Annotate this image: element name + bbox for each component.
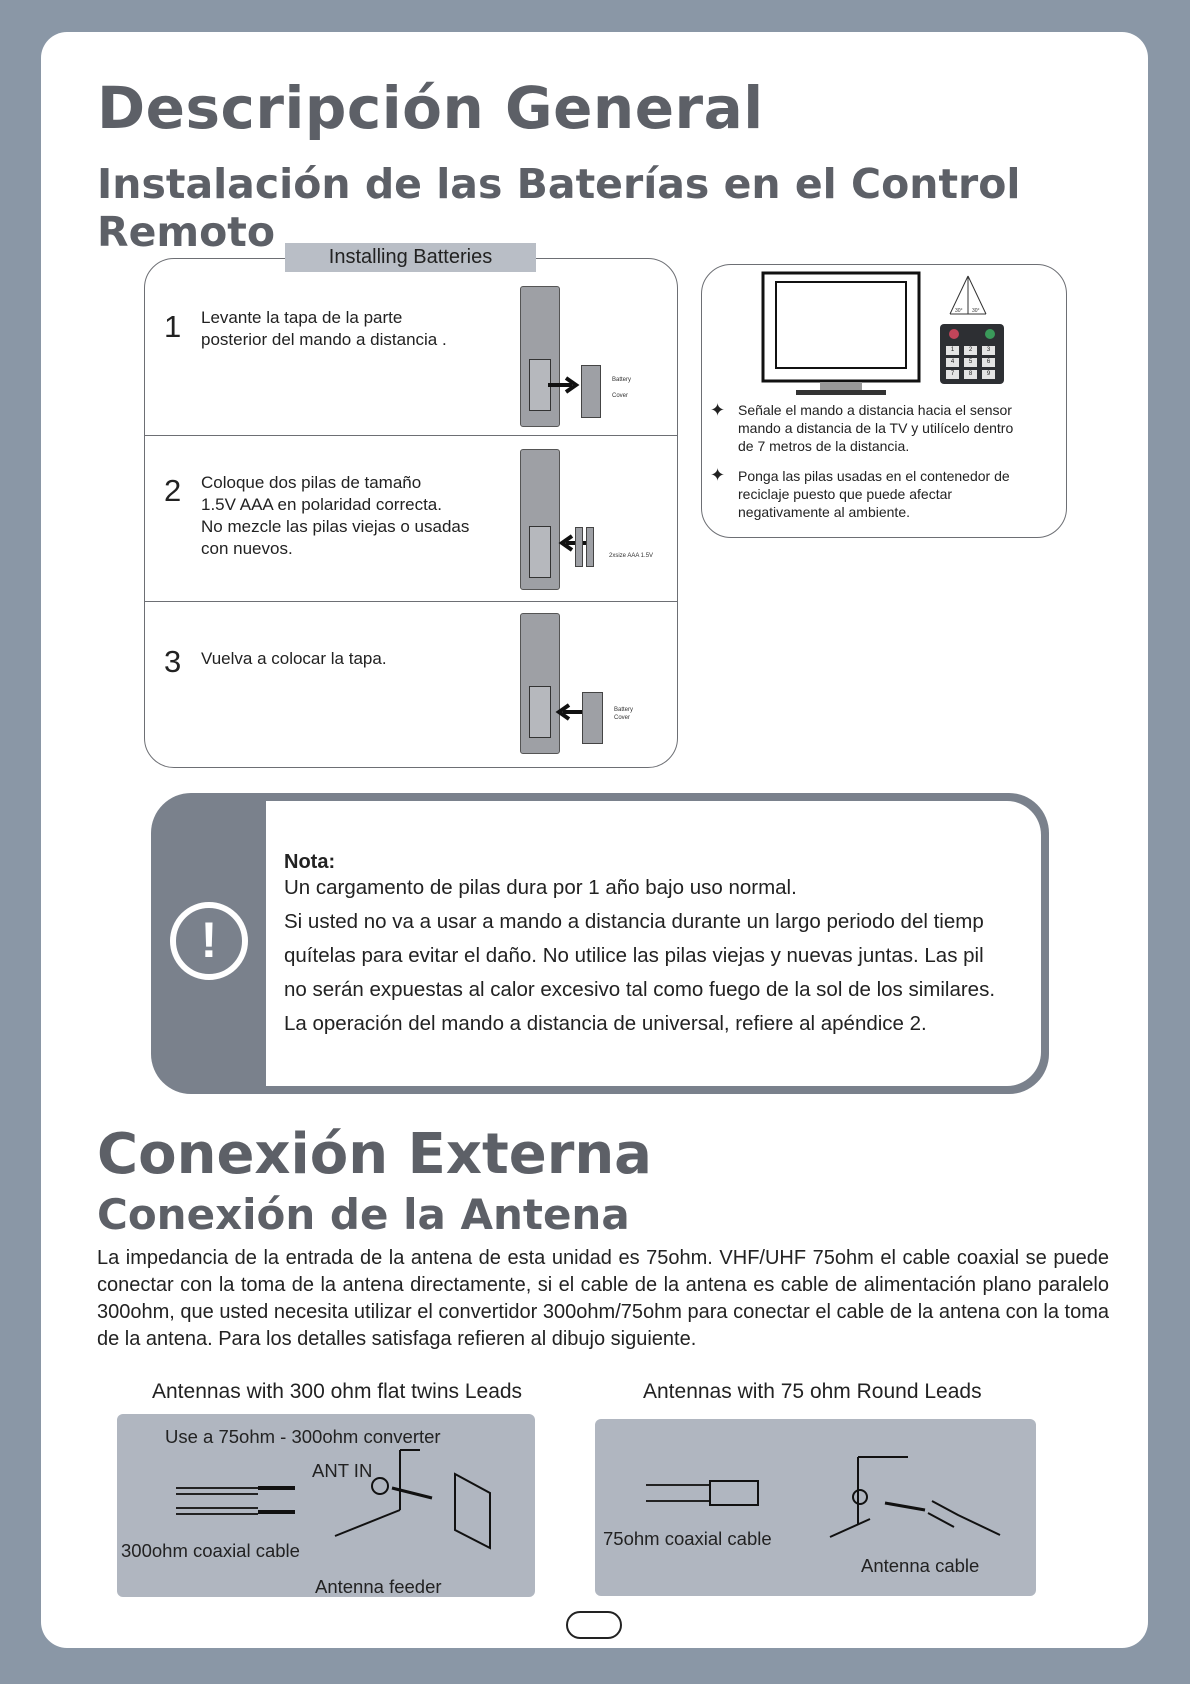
- remote-label: Battery: [612, 377, 632, 383]
- step-number: 1: [164, 309, 182, 344]
- coaxial-cable-icon: [640, 1455, 1010, 1550]
- remote-keypad: [946, 346, 998, 381]
- remote-label: Cover: [612, 393, 629, 399]
- note-line: quítelas para evitar el daño. No utilice las pilas viejas y nuevas juntas. Las pil: [284, 944, 984, 967]
- step-number: 3: [164, 644, 182, 679]
- battery-cover: [581, 365, 601, 418]
- flat-twin-cable-icon: [170, 1448, 520, 1578]
- section-subtitle: Conexión de la Antena: [97, 1190, 630, 1239]
- note-line: Un cargamento de pilas dura por 1 año bajo uso normal.: [284, 876, 797, 899]
- remote-illustration: [520, 286, 560, 427]
- page-number-box: [566, 1611, 622, 1639]
- note-line: La operación del mando a distancia de universal, refiere al apéndice 2.: [284, 1012, 927, 1035]
- note-title: Nota:: [284, 851, 336, 873]
- diagram-label: 300ohm coaxial cable: [121, 1540, 300, 1561]
- diagram-label: 75ohm coaxial cable: [603, 1528, 772, 1549]
- install-tag: Installing Batteries: [285, 243, 536, 272]
- step-divider: [144, 601, 678, 602]
- keypad-key: 2: [964, 346, 977, 355]
- left-caption: Antennas with 300 ohm flat twins Leads: [152, 1380, 523, 1403]
- keypad-key: 8: [964, 370, 977, 379]
- keypad-key: 6: [982, 358, 995, 367]
- step-divider: [144, 435, 678, 436]
- step-text: Vuelva a colocar la tapa.: [201, 649, 387, 668]
- bullet-star-icon: ✦: [710, 465, 726, 485]
- antenna-paragraph: La impedancia de la entrada de la antena de esta unidad es 75ohm. VHF/UHF 75ohm el cable coaxial se puede conectar con la toma de la antena directamente, si el cable de la antena es cable de alimentación plano paralelo 300ohm, que usted necesita utilizar el convertidor 300ohm/75ohm para conectar el cable de la antena con la toma de la antena. Para los detalles satisfaga refieren al dibujo siguiente.: [97, 1247, 1109, 1350]
- note-line: no serán expuestas al calor excesivo tal como fuego de la sol de los similares.: [284, 978, 996, 1001]
- exclamation-icon: !: [170, 902, 248, 980]
- keypad-key: 4: [946, 358, 959, 367]
- note-line: Si usted no va a usar a mando a distancia durante un largo periodo del tiemp: [284, 910, 984, 933]
- battery: [575, 527, 583, 567]
- keypad-key: 3: [982, 346, 995, 355]
- diagram-label: Antenna feeder: [315, 1576, 442, 1597]
- section-subtitle: Instalación de las Baterías en el Control Remoto: [97, 160, 1021, 256]
- step-text: Levante la tapa de la parte posterior del mando a distancia .: [201, 308, 447, 349]
- tv-bullet: Señale el mando a distancia hacia el sensor mando a distancia de la TV y utilícelo dentro de 7 metros de la distancia.: [738, 402, 1014, 454]
- remote-illustration: [520, 613, 560, 754]
- remote-label: Battery: [614, 707, 634, 713]
- step-number: 2: [164, 473, 182, 508]
- battery: [586, 527, 594, 567]
- section-title: Conexión Externa: [97, 1122, 652, 1187]
- bullet-star-icon: ✦: [710, 400, 726, 420]
- battery-cover: [582, 692, 603, 744]
- keypad-key: 5: [964, 358, 977, 367]
- step-text: Coloque dos pilas de tamaño 1.5V AAA en polaridad correcta. No mezcle las pilas viejas o usadas con nuevos.: [201, 473, 470, 558]
- right-caption: Antennas with 75 ohm Round Leads: [643, 1380, 982, 1403]
- remote-label: 2xsize AAA 1.5V: [609, 553, 654, 559]
- diagram-label: Antenna cable: [861, 1555, 980, 1576]
- page-title: Descripción General: [97, 74, 764, 142]
- remote-label: Cover: [614, 715, 631, 721]
- arrow-right-icon: [548, 375, 582, 395]
- diagram-label: Use a 75ohm - 300ohm converter: [165, 1426, 441, 1447]
- tv-icon: [760, 270, 922, 400]
- angle-label: 30°: [972, 308, 980, 314]
- keypad-key: 1: [946, 346, 959, 355]
- keypad-key: 7: [946, 370, 959, 379]
- diagram-label: ANT IN: [312, 1460, 373, 1481]
- tv-bullet: Ponga las pilas usadas en el contenedor de reciclaje puesto que puede afectar negativamente al ambiente.: [738, 468, 1010, 520]
- keypad-key: 9: [982, 370, 995, 379]
- remote-illustration: [520, 449, 560, 590]
- angle-label: 30°: [955, 308, 963, 314]
